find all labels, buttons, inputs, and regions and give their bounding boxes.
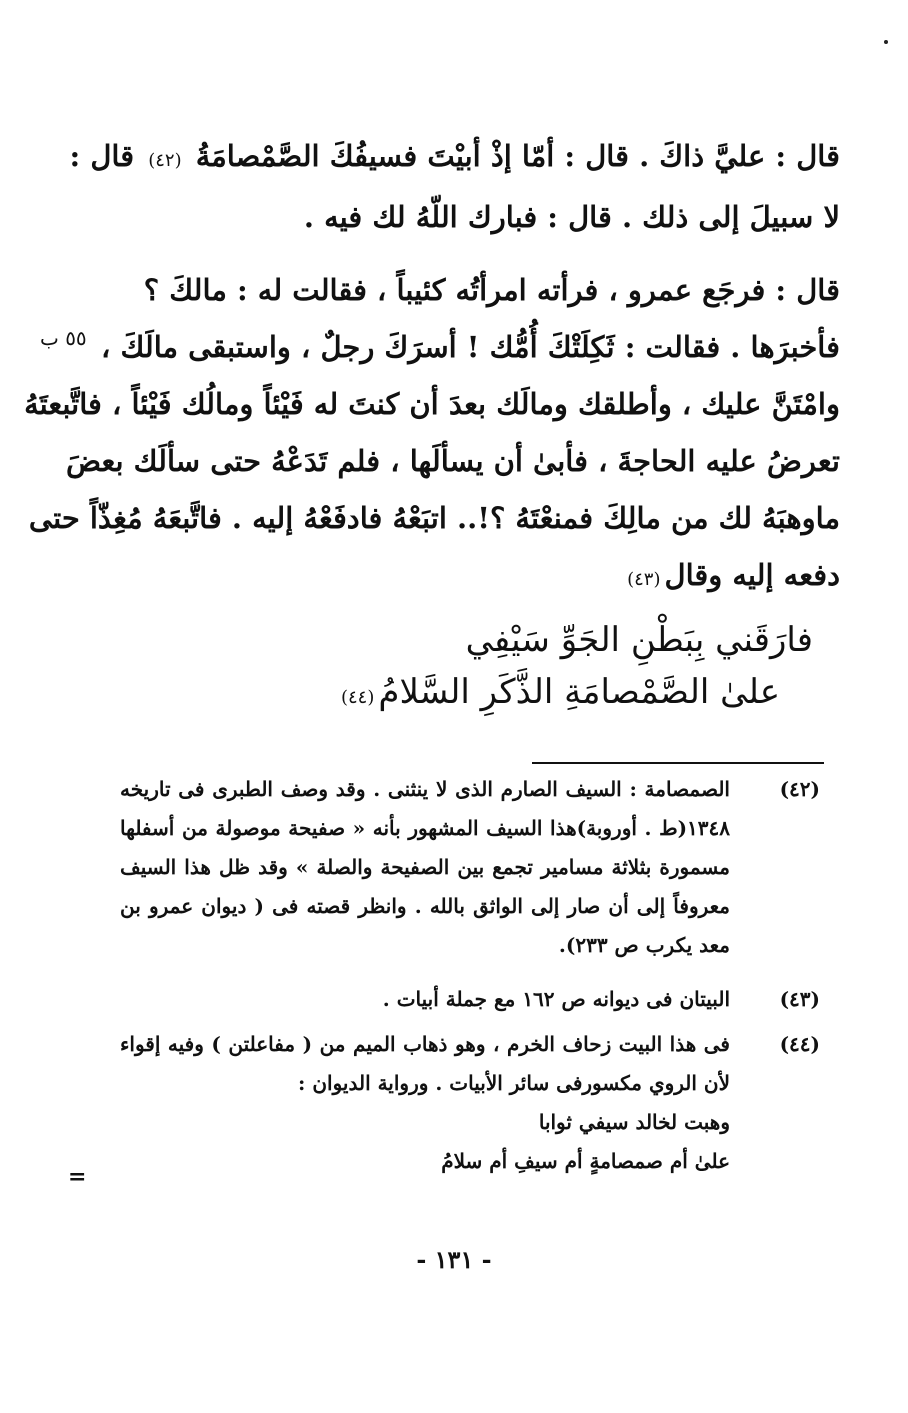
footnote-43: [120, 980, 820, 1019]
paragraph-2-line-3: وامْتَنَّ عليك ، وأطلقك ومالَك بعدَ أن كنتَ له فَيْئاً ومالُك فَيْئاً ، فاتَّبعتَهُ: [24, 387, 840, 421]
continuation-mark: =: [68, 1164, 87, 1190]
paragraph-1-line-1: قال : عليَّ ذاكَ . قال : أمّا إذْ أبيْتَ فسيفُكَ الصَّمْصامَةُ (٤٢) قال :: [69, 139, 840, 173]
paragraph-1-line-2: لا سبيلَ إلى ذلك . قال : فبارك اللّهُ لك فيه .: [303, 200, 840, 234]
footnote-ref-43[interactable]: (٤٣): [627, 569, 661, 590]
footnote-text: الصمصامة : السيف الصارم الذى لا ينثنى . وقد وصف الطبرى فى تاريخه ١٣٤٨(ط . أوروبة)هذا السيف المشهور بأنه « صفيحة موصولة من أسفلها مسمورة بثلاثة مسامير تجمع بين الصفيحة والصلة » وقد ظل هذا السيف معروفاً إلى أن صار إلى الواثق بالله . وانظر قصته فى ( ديوان عمرو بن معد يكرب ص ٢٣٣).: [120, 777, 730, 957]
paragraph-2-line-6: دفعه إليه وقال(٤٣): [128, 547, 840, 608]
margin-folio-note: ٥٥ ب: [40, 326, 87, 350]
footnote-number: (٤٤): [779, 1032, 820, 1056]
footnote-text: البيتان فى ديوانه ص ١٦٢ مع جملة أبيات .: [382, 987, 730, 1011]
paragraph-2-line-1: قال : فرجَع عمرو ، فرأته امرأتُه كئيباً ، فقالت له : مالكَ ؟: [143, 273, 840, 307]
footnote-text: فى هذا البيت زحاف الخرم ، وهو ذهاب الميم من ( مفاعلتن ) وفيه إقواء لأن الروي مكسورفى سائر الأبيات . ورواية الديوان :: [120, 1032, 730, 1095]
footnote-44: [120, 1025, 820, 1181]
paragraph-2-line-4: تعرضُ عليه الحاجةَ ، فأبىٰ أن يسألَها ، فلم تَدَعْهُ حتى سألَك بعضَ: [66, 444, 840, 478]
page-number: - ١٣١ -: [416, 1245, 492, 1274]
footnote-separator: [532, 762, 824, 764]
paragraph-1: [69, 128, 840, 246]
corner-dot: [884, 40, 888, 44]
footnote-number: (٤٢): [779, 777, 820, 801]
verse-line-1: فارَقَني بِبَطْنِ الجَوِّ سَيْفِي: [465, 620, 813, 660]
footnote-number: (٤٣): [779, 987, 820, 1011]
footnote-poem-line-2: علىٰ أم صمصامةٍ أم سيفِ أم سلامُ: [441, 1149, 730, 1173]
footnote-ref-42[interactable]: (٤٢): [148, 150, 182, 171]
footnote-42: [120, 770, 820, 965]
footnote-poem-line-1: وهبت لخالد سيفي ثوابا: [538, 1110, 730, 1134]
paragraph-2-line-5: ماوهبَهُ لك من مالِكَ فمنعْتَهُ ؟!.. اتبَعْهُ فادفَعْهُ إليه . فاتَّبعَهُ مُغِذّاً حتى: [28, 501, 840, 535]
verse-line-2: علىٰ الصَّمْصامَةِ الذَّكَرِ السَّلامُ(٤٤): [337, 672, 780, 712]
footnote-ref-44[interactable]: (٤٤): [340, 687, 375, 708]
paragraph-2-line-2: فأخبرَها . فقالت : ثَكِلَتْكَ أُمُّك ! أسرَكَ رجلٌ ، واستبقى مالَكَ ،: [100, 330, 840, 364]
